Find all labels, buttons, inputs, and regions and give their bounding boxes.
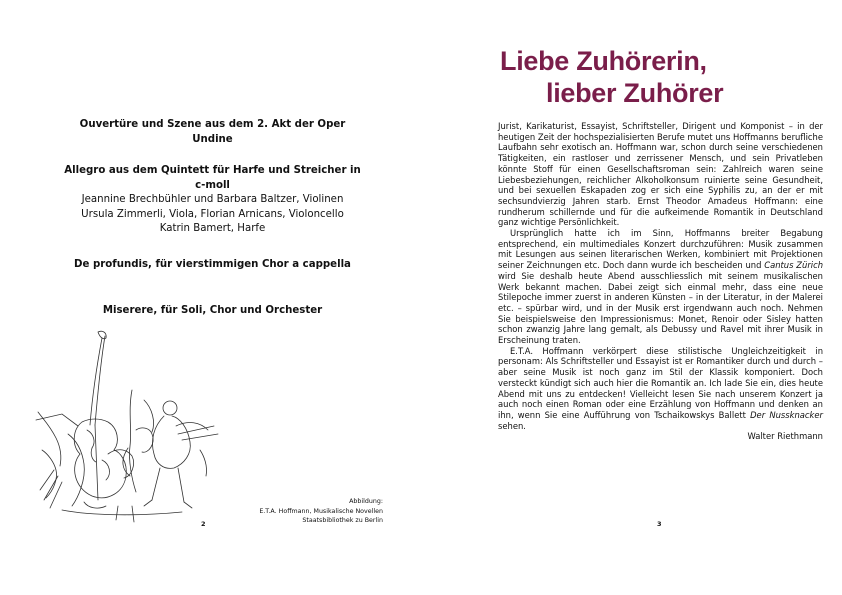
caption-library: Staatsbibliothek zu Berlin [302,517,383,525]
musicians-sketch-illustration [32,330,232,525]
illustration-caption [259,497,383,526]
program-item-title: Ouvertüre und Szene aus dem 2. Akt der Oper Undine [79,119,346,145]
page-heading [500,45,723,109]
program-item-title: Allegro aus dem Quintett für Harfe und Streicher in c-moll [64,165,361,191]
paragraph: Jurist, Karikaturist, Essayist, Schriftsteller, Dirigent und Komponist – in der heutigen Zeit der hochspezialisierten Berufe mutet uns Hoffmanns berufliche Laufbahn sehr exotisch an. Hoffmann war, schon durch seine verschiedenen Tätigkeiten, ein rastloser und zerrissener Mensch, und sein Privatleben könnte Stoff für einen Gesellschaftsroman sein: Zahlreich waren seine Liebesbeziehungen, reichlicher Alkoholkonsum ruinierte seine Gesundheit, und bei sexuellen Eskapaden zog er sich eine Syphilis zu, an der er mit sechsundvierzig Jahren starb. Ernst Theodor Amadeus Hoffmann: eine rundherum schillernde und für die aufkeimende Romantik in Deutschland ganz wichtige Persönlichkeit. [498,121,823,228]
program-item-title: Miserere, für Soli, Chor und Orchester [102,305,323,316]
ballet-title: Der Nussknacker [750,409,823,420]
heading-line-1: Liebe Zuhörerin, [500,46,707,76]
caption-label: Abbildung: [349,498,383,505]
performer-line: Katrin Bamert, Harfe [159,223,266,234]
concert-program [60,118,365,319]
signature: Walter Riethmann [747,431,823,442]
ensemble-name: Cantus Zürich [764,260,823,271]
letter-body [498,121,823,442]
program-item-title: De profundis, für vierstimmigen Chor a cappella [74,258,351,270]
page-number: 2 [201,520,206,528]
caption-source: E.T.A. Hoffmann, Musikalische Novellen [259,507,383,515]
paragraph: Ursprünglich hatte ich im Sinn, Hoffmanns breiter Begabung entsprechend, ein multimediales Konzert durchzuführen: Musik zusammen mit Lesungen aus seinen literarischen Werken, kombiniert mit Projektionen seiner Zeichnungen etc. Doch dann wurde ich bescheiden und Cantus Zürich wird Sie deshalb heute Abend ausschliesslich mit seinem musikalischen Werk bekannt machen. Dabei zeigt sich einmal mehr, dass eine neue Stilepoche immer zuerst in anderen Künsten – in der Literatur, in der Malerei etc. – spürbar wird, und in der Musik erst irgendwann auch noch. Nehmen Sie beispielsweise den Impressionismus: Monet, Renoir oder Sisley hatten schon zwanzig Jahre lang gemalt, als Debussy und Ravel mit ihrer Musik in Erscheinung traten. [498,228,823,346]
performer-line: Jeannine Brechbühler und Barbara Baltzer, Violinen [81,194,344,205]
heading-line-2: lieber Zuhörer [546,78,724,108]
paragraph: E.T.A. Hoffmann verkörpert diese stilistische Ungleichzeitigkeit in personam: Als Schriftsteller und Essayist ist er Romantiker durch und durch – aber seine Musik ist noch ganz im Stil der Klassik komponiert. Doch versteckt kündigt sich auch hier die Romantik an. Ich lade Sie ein, dies heute Abend mit uns zu entdecken! Vielleicht lesen Sie nach unserem Konzert ja auch noch einen Roman oder eine Erzählung von Hoffmann und denken an ihn, wenn Sie eine Aufführung von Tschaikowskys Ballett Der Nussknacker sehen. [498,345,823,431]
right-page [421,0,842,595]
page-number: 3 [657,520,662,528]
performer-line: Ursula Zimmerli, Viola, Florian Arnicans, Violoncello [81,208,344,220]
